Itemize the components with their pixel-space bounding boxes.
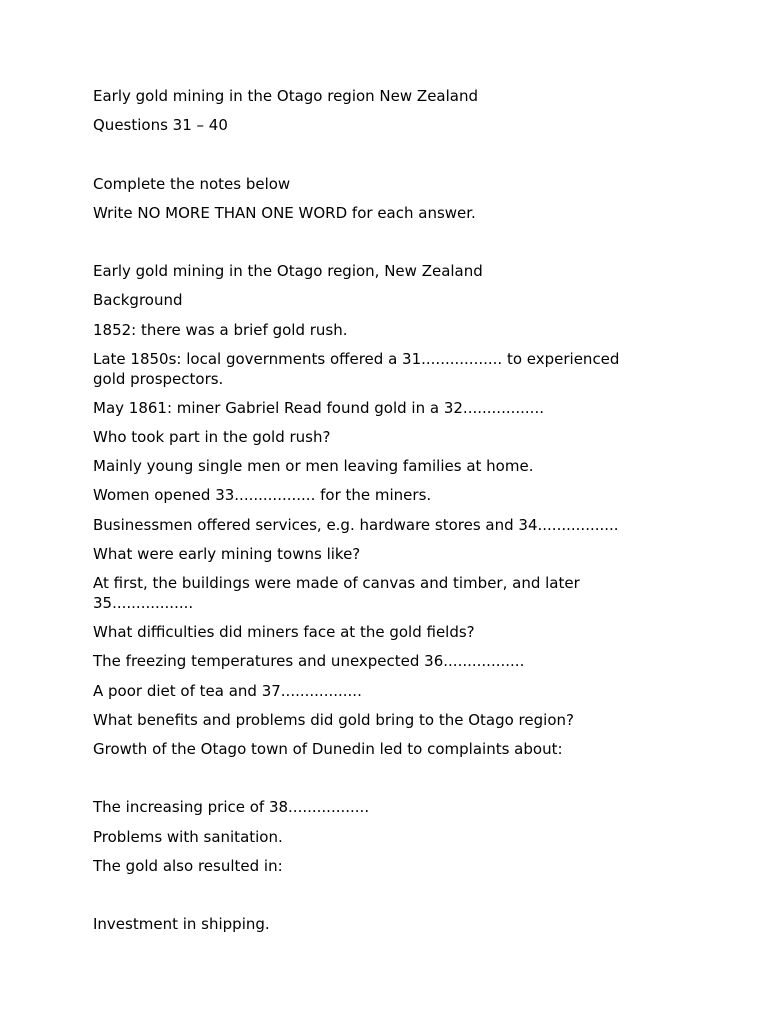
note-line-question-34: Businessmen offered services, e.g. hardware stores and 34................. xyxy=(93,515,619,534)
note-line-question-31: Late 1850s: local governments offered a 31................. to experienced gold prospectors. xyxy=(93,349,620,388)
spacer xyxy=(93,885,653,905)
note-line-question-37: A poor diet of tea and 37................. xyxy=(93,681,362,700)
instruction-word-limit: Write NO MORE THAN ONE WORD for each answer. xyxy=(93,203,476,222)
note-line-sanitation: Problems with sanitation. xyxy=(93,827,283,846)
note-line-question-38: The increasing price of 38................. xyxy=(93,798,370,817)
spacer xyxy=(93,768,653,788)
section-heading-difficulties: What difficulties did miners face at the gold fields? xyxy=(93,623,475,642)
instruction-complete-notes: Complete the notes below xyxy=(93,174,291,193)
spacer xyxy=(93,144,653,164)
document-content xyxy=(93,86,653,943)
note-line-1852: 1852: there was a brief gold rush. xyxy=(93,320,348,339)
section-heading-background: Background xyxy=(93,291,183,310)
questions-range: Questions 31 – 40 xyxy=(93,116,228,135)
section-heading-towns: What were early mining towns like? xyxy=(93,544,361,563)
section-heading-benefits: What benefits and problems did gold bring to the Otago region? xyxy=(93,710,574,729)
note-line-question-32: May 1861: miner Gabriel Read found gold in a 32................. xyxy=(93,398,544,417)
spacer xyxy=(93,232,653,252)
note-line-resulted: The gold also resulted in: xyxy=(93,856,283,875)
note-line-young-men: Mainly young single men or men leaving families at home. xyxy=(93,457,534,476)
note-line-dunedin: Growth of the Otago town of Dunedin led to complaints about: xyxy=(93,739,563,758)
document-title: Early gold mining in the Otago region New Zealand xyxy=(93,87,479,105)
notes-title: Early gold mining in the Otago region, New Zealand xyxy=(93,262,483,281)
note-line-shipping: Investment in shipping. xyxy=(93,915,270,934)
note-line-question-33: Women opened 33................. for the miners. xyxy=(93,486,432,505)
section-heading-who: Who took part in the gold rush? xyxy=(93,428,331,447)
note-line-question-36: The freezing temperatures and unexpected 36................. xyxy=(93,652,525,671)
note-line-question-35: At first, the buildings were made of canvas and timber, and later 35................. xyxy=(93,574,580,612)
